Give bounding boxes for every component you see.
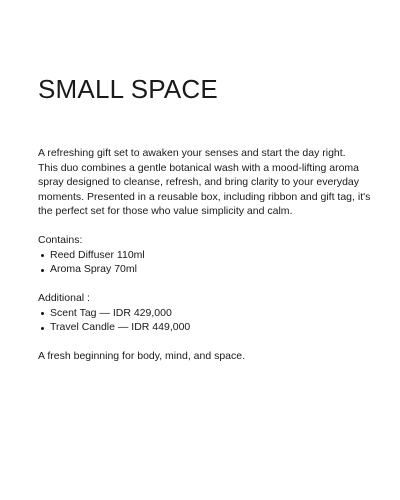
list-item: Scent Tag — IDR 429,000 (38, 306, 378, 321)
contains-label: Contains: (38, 234, 83, 246)
contains-list (38, 248, 378, 277)
product-details (38, 146, 378, 364)
list-item: Reed Diffuser 110ml (38, 248, 378, 263)
product-description: A refreshing gift set to awaken your senses and start the day right. This duo combines a gentle botanical wash with a mood-lifting aroma spray designed to cleanse, refresh, and bring clarity to your everyday moments. Presented in a reusable box, including ribbon and gift tag, it's the perfect set for those who value simplicity and calm. (38, 147, 371, 217)
additional-list (38, 306, 378, 335)
list-item: Aroma Spray 70ml (38, 262, 378, 277)
list-item: Travel Candle — IDR 449,000 (38, 320, 378, 335)
product-title: SMALL SPACE (38, 74, 218, 104)
closing-line: A fresh beginning for body, mind, and space. (38, 350, 246, 362)
additional-label: Additional : (38, 292, 90, 304)
